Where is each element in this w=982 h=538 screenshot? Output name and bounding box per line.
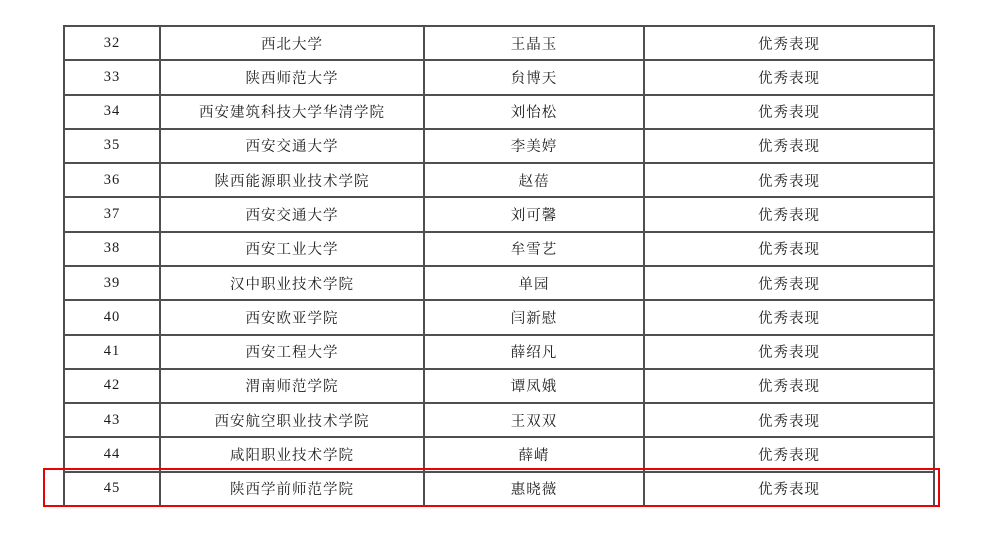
cell-index: 43 xyxy=(64,403,160,437)
cell-name: 王双双 xyxy=(424,403,644,437)
cell-performance: 优秀表现 xyxy=(644,300,934,334)
cell-performance: 优秀表现 xyxy=(644,197,934,231)
table-row-highlighted xyxy=(64,472,934,506)
table-row xyxy=(64,335,934,369)
cell-performance: 优秀表现 xyxy=(644,129,934,163)
cell-index: 39 xyxy=(64,266,160,300)
cell-index: 32 xyxy=(64,26,160,60)
table-row xyxy=(64,369,934,403)
table-body xyxy=(64,26,934,506)
cell-index: 34 xyxy=(64,95,160,129)
cell-name: 薛崝 xyxy=(424,437,644,471)
table-row xyxy=(64,403,934,437)
table-row xyxy=(64,26,934,60)
cell-performance: 优秀表现 xyxy=(644,266,934,300)
cell-college: 陕西学前师范学院 xyxy=(160,472,424,506)
cell-college: 西北大学 xyxy=(160,26,424,60)
table-row xyxy=(64,437,934,471)
cell-college: 西安建筑科技大学华清学院 xyxy=(160,95,424,129)
cell-name: 闫新慰 xyxy=(424,300,644,334)
cell-college: 西安工程大学 xyxy=(160,335,424,369)
cell-index: 36 xyxy=(64,163,160,197)
table-row xyxy=(64,95,934,129)
table-row xyxy=(64,300,934,334)
cell-index: 38 xyxy=(64,232,160,266)
table-row xyxy=(64,197,934,231)
cell-college: 陕西师范大学 xyxy=(160,60,424,94)
cell-college: 西安工业大学 xyxy=(160,232,424,266)
table-row xyxy=(64,60,934,94)
cell-name: 赵蓓 xyxy=(424,163,644,197)
cell-name: 李美婷 xyxy=(424,129,644,163)
cell-index: 44 xyxy=(64,437,160,471)
table-row xyxy=(64,129,934,163)
cell-college: 西安航空职业技术学院 xyxy=(160,403,424,437)
cell-college: 咸阳职业技术学院 xyxy=(160,437,424,471)
cell-performance: 优秀表现 xyxy=(644,335,934,369)
cell-index: 35 xyxy=(64,129,160,163)
cell-performance: 优秀表现 xyxy=(644,95,934,129)
cell-name: 牟雪艺 xyxy=(424,232,644,266)
cell-name: 贠博天 xyxy=(424,60,644,94)
cell-index: 42 xyxy=(64,369,160,403)
cell-performance: 优秀表现 xyxy=(644,163,934,197)
cell-index: 40 xyxy=(64,300,160,334)
cell-performance: 优秀表现 xyxy=(644,403,934,437)
cell-performance: 优秀表现 xyxy=(644,26,934,60)
table-row xyxy=(64,266,934,300)
performance-table xyxy=(63,25,935,507)
cell-college: 汉中职业技术学院 xyxy=(160,266,424,300)
cell-index: 45 xyxy=(64,472,160,506)
cell-college: 西安交通大学 xyxy=(160,197,424,231)
cell-name: 薛绍凡 xyxy=(424,335,644,369)
cell-performance: 优秀表现 xyxy=(644,232,934,266)
cell-name: 王晶玉 xyxy=(424,26,644,60)
cell-performance: 优秀表现 xyxy=(644,369,934,403)
cell-college: 渭南师范学院 xyxy=(160,369,424,403)
cell-college: 西安交通大学 xyxy=(160,129,424,163)
cell-performance: 优秀表现 xyxy=(644,437,934,471)
cell-name: 刘可馨 xyxy=(424,197,644,231)
cell-performance: 优秀表现 xyxy=(644,60,934,94)
cell-name: 刘怡松 xyxy=(424,95,644,129)
cell-name: 单园 xyxy=(424,266,644,300)
cell-index: 41 xyxy=(64,335,160,369)
cell-college: 陕西能源职业技术学院 xyxy=(160,163,424,197)
table-row xyxy=(64,163,934,197)
cell-index: 33 xyxy=(64,60,160,94)
cell-name: 谭凤娥 xyxy=(424,369,644,403)
cell-name: 惠晓薇 xyxy=(424,472,644,506)
cell-index: 37 xyxy=(64,197,160,231)
cell-performance: 优秀表现 xyxy=(644,472,934,506)
table-row xyxy=(64,232,934,266)
cell-college: 西安欧亚学院 xyxy=(160,300,424,334)
